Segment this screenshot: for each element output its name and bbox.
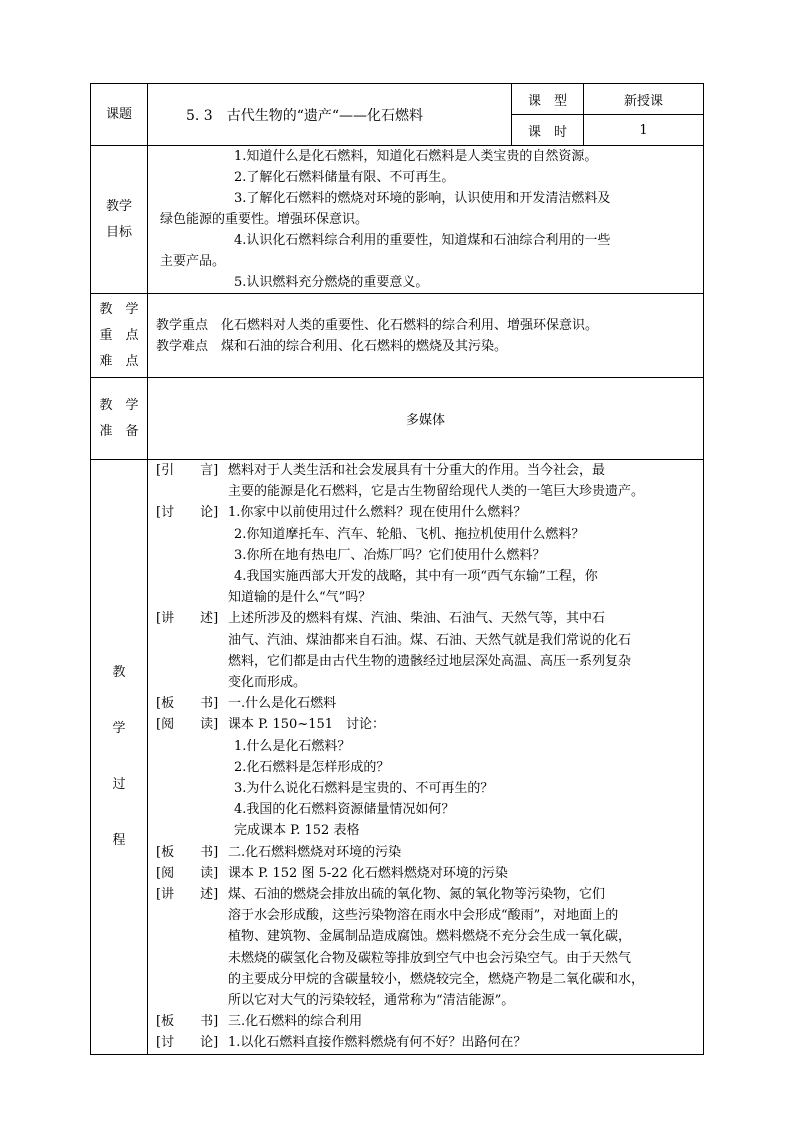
goal-item: 2.了解化石燃料储量有限、不可再生。	[234, 170, 455, 185]
keypoints-label-cell	[91, 294, 148, 378]
process-text: 4.我国实施西部大开发的战略，其中有一项“西气东输”工程，你	[234, 569, 598, 585]
section-text: 煤、石油的燃烧会排放出硫的氧化物、氮的氧化物等污染物，它们	[228, 887, 606, 903]
process-line	[148, 545, 703, 566]
prep-value: 多媒体	[405, 413, 445, 428]
keypoints-label-line: 教 学	[99, 301, 139, 317]
process-section-line	[148, 460, 703, 481]
goal-item: 绿色能源的重要性。增强环保意识。	[160, 212, 369, 227]
goals-label-line: 教学	[105, 198, 132, 214]
process-line	[148, 630, 703, 651]
section-text: 燃料对于人类生活和社会发展具有十分重大的作用。当今社会，最	[228, 463, 606, 478]
section-tag: [讲 述]	[156, 887, 219, 903]
process-line	[148, 587, 703, 608]
key-point: 教学重点 化石燃料对人类的重要性、化石燃料的综合利用、增强环保意识。	[156, 317, 599, 333]
process-text: 3.为什么说化石燃料是宝贵的、不可再生的？	[234, 781, 494, 797]
goals-label-cell	[91, 146, 148, 294]
keypoints-label-line: 重 点	[99, 327, 139, 343]
section-tag: [板 书]	[156, 1014, 219, 1030]
process-text: 变化而形成。	[228, 675, 307, 691]
process-line	[148, 820, 703, 841]
section-tag: [讲 述]	[156, 611, 219, 627]
process-text: 4.我国的化石燃料资源储量情况如何？	[234, 802, 455, 818]
process-label-char: 教	[112, 665, 126, 680]
process-line	[148, 651, 703, 672]
process-lines	[148, 460, 703, 1054]
process-label-char: 过	[112, 777, 126, 792]
prep-cell	[148, 378, 704, 460]
difficult-point: 教学难点 煤和石油的综合利用、化石燃料的燃烧及其污染。	[156, 338, 508, 354]
section-tag: [板 书]	[156, 696, 219, 712]
lesson-type-label: 课 型	[512, 84, 584, 115]
section-tag: [板 书]	[156, 844, 219, 860]
section-text: 课本 P. 150~151 讨论：	[228, 717, 386, 733]
topic-label-cell	[91, 84, 148, 146]
section-tag: [引 言]	[156, 463, 219, 478]
section-text: 课本 P. 152 图 5-22 化石燃料燃烧对环境的污染	[228, 865, 508, 881]
process-cell	[148, 460, 704, 1055]
goals-label-line: 目标	[105, 224, 132, 240]
process-section-line	[148, 693, 703, 714]
process-text: 2.你知道摩托车、汽车、轮船、飞机、拖拉机使用什么燃料？	[234, 526, 585, 542]
process-text: 1.什么是化石燃料？	[234, 738, 351, 754]
section-text: 一.什么是化石燃料	[228, 696, 337, 712]
process-text: 油气、汽油、煤油都来自石油。煤、石油、天然气就是我们常说的化石	[228, 632, 632, 648]
topic-label: 课题	[105, 106, 132, 122]
process-text: 2.化石燃料是怎样形成的？	[234, 759, 390, 775]
process-text: 溶于水会形成酸，这些污染物溶在雨水中会形成“酸雨”，对地面上的	[228, 908, 619, 924]
process-section-line	[148, 608, 703, 629]
prep-label-cell	[91, 378, 148, 460]
process-text: 3.你所在地有热电厂、冶炼厂吗？它们使用什么燃料？	[234, 547, 546, 563]
section-text: 三.化石燃料的综合利用	[228, 1014, 363, 1030]
lesson-hours-value: 1	[584, 115, 704, 146]
process-line	[148, 524, 703, 545]
goal-item: 主要产品。	[160, 254, 226, 269]
process-text: 燃料，它们都是由古代生物的遗骸经过地层深处高温、高压一系列复杂	[228, 653, 632, 669]
process-line	[148, 481, 703, 502]
process-section-line	[148, 1011, 703, 1032]
process-line	[148, 672, 703, 693]
process-text: 所以它对大气的污染较轻，通常称为“清洁能源”。	[228, 993, 515, 1009]
topic-title: 5. 3 古代生物的“遗产“——化石燃料	[186, 107, 424, 124]
goals-cell	[148, 146, 704, 294]
section-text: 上述所涉及的燃料有煤、汽油、柴油、石油气、天然气等，其中石	[228, 611, 606, 627]
goal-item: 5.认识燃料充分燃烧的重要意义。	[234, 275, 429, 290]
prep-label-line: 准 备	[99, 423, 139, 439]
process-text: 未燃烧的碳氢化合物及碳粒等排放到空气中也会污染空气。由于天然气	[228, 950, 632, 966]
process-section-line	[148, 842, 703, 863]
lesson-hours-label: 课 时	[512, 115, 584, 146]
process-text: 知道输的是什么“气”吗？	[228, 590, 372, 606]
keypoints-label-line: 难 点	[99, 353, 139, 369]
process-text: 的主要成分甲烷的含碳量较小，燃烧较完全，燃烧产物是二氧化碳和水，	[228, 971, 645, 987]
process-section-line	[148, 884, 703, 905]
process-section-line	[148, 714, 703, 735]
section-text: 1.你家中以前使用过什么燃料？现在使用什么燃料？	[228, 505, 527, 521]
process-text: 完成课本 P. 152 表格	[234, 823, 360, 839]
process-label-cell	[91, 460, 148, 1055]
process-line	[148, 566, 703, 587]
section-tag: [阅 读]	[156, 865, 219, 881]
lesson-type-value: 新授课	[584, 84, 704, 115]
process-line	[148, 799, 703, 820]
process-line	[148, 778, 703, 799]
process-line	[148, 926, 703, 947]
prep-label-line: 教 学	[99, 397, 139, 413]
lesson-plan-page	[90, 83, 703, 1055]
process-line	[148, 757, 703, 778]
process-line	[148, 948, 703, 969]
section-text: 二.化石燃料燃烧对环境的污染	[228, 844, 402, 860]
process-section-line	[148, 1032, 703, 1053]
process-section-line	[148, 502, 703, 523]
goal-item: 1.知道什么是化石燃料，知道化石燃料是人类宝贵的自然资源。	[234, 149, 598, 164]
lesson-table	[90, 83, 704, 1055]
goal-item: 3.了解化石燃料的燃烧对环境的影响，认识使用和开发清洁燃料及	[234, 191, 611, 206]
keypoints-cell	[148, 294, 704, 378]
process-line	[148, 736, 703, 757]
process-section-line	[148, 863, 703, 884]
section-tag: [讨 论]	[156, 1035, 219, 1051]
process-text: 主要的能源是化石燃料，它是古生物留给现代人类的一笔巨大珍贵遗产。	[228, 484, 645, 500]
process-label-char: 程	[112, 833, 126, 848]
section-tag: [阅 读]	[156, 717, 219, 733]
process-line	[148, 905, 703, 926]
process-line	[148, 990, 703, 1011]
process-text: 植物、建筑物、金属制品造成腐蚀。燃料燃烧不充分会生成一氧化碳，	[228, 929, 632, 945]
process-line	[148, 969, 703, 990]
section-tag: [讨 论]	[156, 505, 219, 521]
goal-item: 4.认识化石燃料综合利用的重要性，知道煤和石油综合利用的一些	[234, 233, 611, 248]
process-label-char: 学	[112, 721, 126, 736]
section-text: 1.以化石燃料直接作燃料燃烧有何不好？出路何在？	[228, 1035, 527, 1051]
topic-title-cell	[148, 84, 512, 146]
